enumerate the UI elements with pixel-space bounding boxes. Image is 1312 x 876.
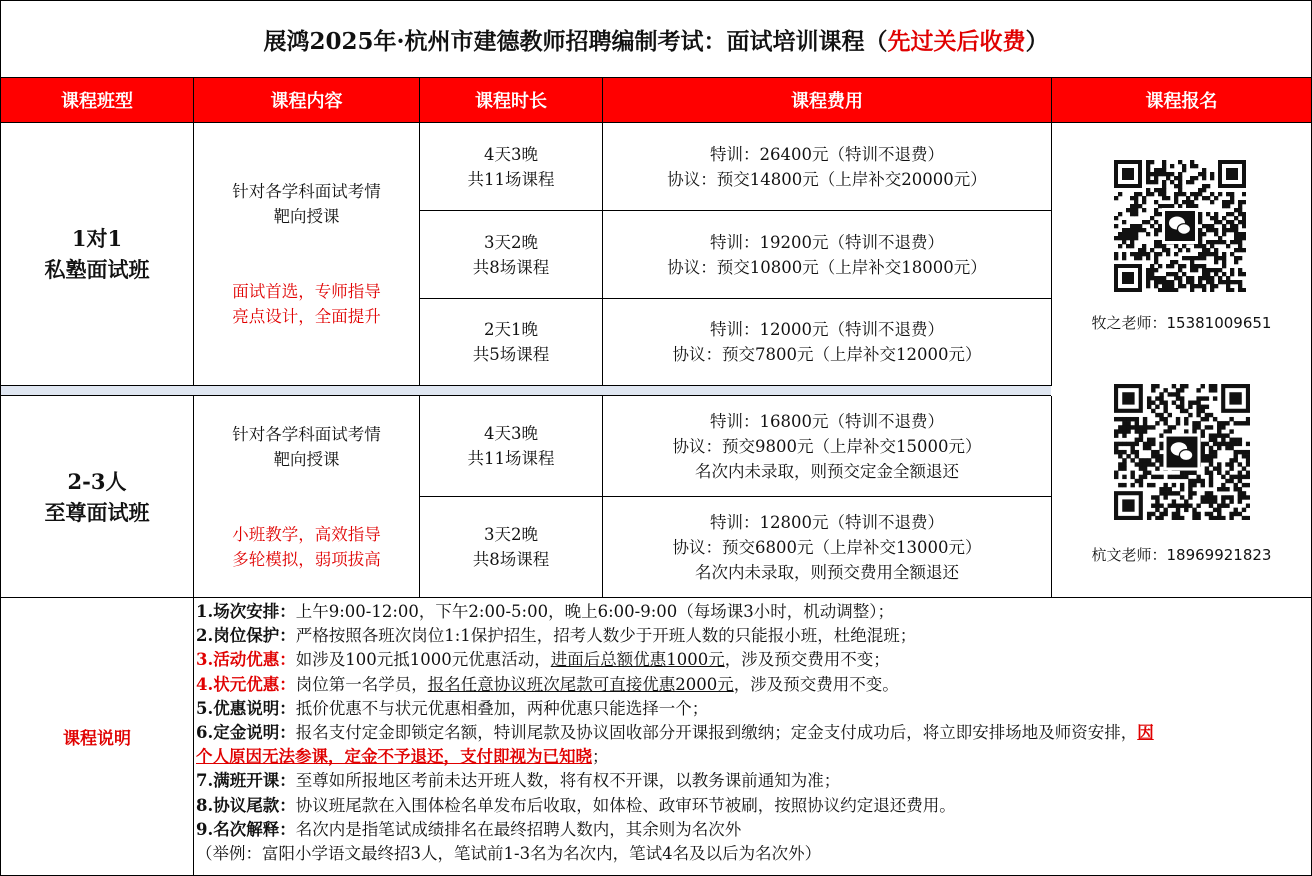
note-item	[196, 818, 1310, 842]
fee-agreement: 协议：预交9800元（上岸补交15000元）	[672, 436, 982, 456]
class-name-line2: 私塾面试班	[44, 257, 150, 282]
note-key: 9.名次解释：	[196, 819, 296, 839]
fee-refund: 名次内未录取，则预交定金全额退还	[695, 461, 959, 481]
header-fee: 课程费用	[603, 78, 1052, 123]
notes-label: 课程说明	[1, 598, 194, 875]
slogan-line2: 亮点设计，全面提升	[232, 307, 381, 326]
note-text: 协议班尾款在入围体检名单发布后收取，如体检、政审环节被刷，按照协议约定退还费用。	[295, 795, 956, 815]
fee-cell	[603, 299, 1052, 386]
duration-sessions: 共8场课程	[472, 550, 550, 569]
note-item	[196, 745, 1310, 769]
duration-days: 3天2晚	[484, 232, 538, 252]
note-item	[196, 794, 1310, 818]
fee-agreement: 协议：预交10800元（上岸补交18000元）	[667, 257, 987, 277]
note-warning: 因	[1137, 723, 1154, 743]
note-item	[196, 624, 1310, 648]
duration-sessions: 共8场课程	[472, 257, 550, 277]
note-key: 4.状元优惠：	[196, 674, 296, 694]
fee-cell	[603, 123, 1052, 211]
note-text: 至尊如所报地区考前未达开班人数，将有权不开课，以教务课前通知为准；	[295, 771, 841, 791]
duration-cell	[420, 497, 603, 598]
duration-cell	[420, 299, 603, 386]
note-key: 8.协议尾款：	[196, 795, 296, 815]
note-text: 报名支付定金即锁定名额，特训尾款及协议固收部分开课报到缴纳；定金支付成功后，将立即安排场地及师资安排，	[295, 723, 1138, 743]
fee-agreement: 协议：预交14800元（上岸补交20000元）	[667, 169, 987, 189]
duration-days: 4天3晚	[484, 144, 538, 164]
note-item	[196, 769, 1310, 793]
fee-training: 特训：12000元（特训不退费）	[710, 320, 944, 339]
note-key: 1.场次安排：	[196, 602, 296, 621]
header-class-type: 课程班型	[1, 78, 194, 123]
note-example: （举例：富阳小学语文最终招3人，笔试前1-3名为名次内，笔试4名及以后为名次外）	[196, 844, 822, 864]
section-separator	[1, 385, 1051, 396]
contact-teacher-1: 牧之老师：15381009651	[1091, 314, 1272, 332]
wechat-qr-code-icon[interactable]	[1114, 160, 1246, 292]
note-item	[196, 600, 1310, 624]
class-content-small-group	[194, 396, 420, 598]
fee-training: 特训：16800元（特训不退费）	[710, 411, 944, 431]
fee-training: 特训：19200元（特训不退费）	[710, 232, 944, 252]
duration-days: 4天3晚	[484, 424, 538, 443]
note-item	[196, 673, 1310, 697]
note-warning: 个人原因无法参课，定金不予退还，支付即视为已知晓	[196, 747, 592, 767]
note-item	[196, 697, 1310, 721]
fee-agreement: 协议：预交6800元（上岸补交13000元）	[672, 537, 982, 557]
note-key: 5.优惠说明：	[196, 698, 296, 718]
note-text: 名次内是指笔试成绩排名在最终招聘人数内，其余则为名次外	[295, 819, 742, 839]
note-text: 严格按照各班次岗位1:1保护招生，招考人数少于开班人数的只能报小班，杜绝混班；	[295, 626, 917, 646]
note-item	[196, 721, 1310, 745]
contact-teacher-2: 杭文老师：18969921823	[1091, 546, 1272, 564]
fee-training: 特训：26400元（特训不退费）	[710, 144, 944, 164]
note-key: 2.岗位保护：	[196, 626, 296, 646]
note-underlined: 进面后总额优惠1000元	[550, 650, 725, 670]
header-duration: 课程时长	[420, 78, 603, 123]
header-content: 课程内容	[194, 78, 420, 123]
note-text: 岗位第一名学员，	[295, 674, 428, 694]
duration-sessions: 共11场课程	[467, 449, 555, 468]
fee-refund: 名次内未录取，则预交费用全额退还	[695, 562, 959, 582]
note-key: 6.定金说明：	[196, 723, 296, 743]
note-text: ，涉及预交费用不变。	[733, 674, 899, 694]
fee-cell	[603, 396, 1052, 497]
title-end: ）	[1025, 27, 1049, 55]
content-line2: 靶向授课	[273, 449, 340, 469]
fee-cell	[603, 211, 1052, 299]
title-highlight: 先过关后收费	[887, 27, 1026, 55]
duration-cell	[420, 396, 603, 497]
note-underlined: 报名任意协议班次尾款可直接优惠2000元	[427, 674, 734, 694]
content-line2: 靶向授课	[273, 207, 340, 226]
duration-cell	[420, 123, 603, 211]
note-text: ；	[592, 747, 609, 767]
note-text: 如涉及100元抵1000元优惠活动，	[295, 650, 551, 670]
class-content-1v1	[194, 123, 420, 386]
note-key: 7.满班开课：	[196, 771, 296, 791]
wechat-qr-code-icon[interactable]	[1114, 384, 1250, 520]
slogan-line1: 面试首选，专师指导	[232, 282, 381, 301]
fee-training: 特训：12800元（特训不退费）	[710, 512, 944, 532]
slogan-line1: 小班教学，高效指导	[232, 524, 381, 544]
course-notes	[196, 600, 1310, 866]
note-text: 抵价优惠不与状元优惠相叠加，两种优惠只能选择一个；	[295, 698, 709, 718]
fee-agreement: 协议：预交7800元（上岸补交12000元）	[672, 345, 982, 364]
class-name-1v1	[1, 123, 194, 386]
title-main: 展鸿2025年·杭州市建德教师招聘编制考试：面试培训课程（	[263, 27, 888, 55]
note-text: ，涉及预交费用不变；	[724, 650, 890, 670]
duration-days: 3天2晚	[484, 525, 538, 544]
class-name-line1: 2-3人	[67, 468, 127, 494]
slogan-line2: 多轮模拟，弱项拔高	[232, 549, 381, 569]
duration-days: 2天1晚	[484, 320, 538, 339]
duration-sessions: 共11场课程	[467, 169, 555, 189]
header-signup: 课程报名	[1052, 78, 1311, 123]
class-name-line2: 至尊面试班	[44, 499, 150, 525]
class-name-line1: 1对1	[71, 226, 123, 251]
note-key: 3.活动优惠：	[196, 650, 296, 670]
content-line1: 针对各学科面试考情	[232, 182, 381, 201]
class-name-small-group	[1, 396, 194, 598]
content-line1: 针对各学科面试考情	[232, 424, 381, 444]
fee-cell	[603, 497, 1052, 598]
duration-cell	[420, 211, 603, 299]
page-title	[1, 1, 1311, 78]
note-item	[196, 648, 1310, 672]
duration-sessions: 共5场课程	[472, 345, 550, 364]
note-text: 上午9:00-12:00，下午2:00-5:00，晚上6:00-9:00（每场课3小时，机动调整）；	[295, 602, 895, 621]
